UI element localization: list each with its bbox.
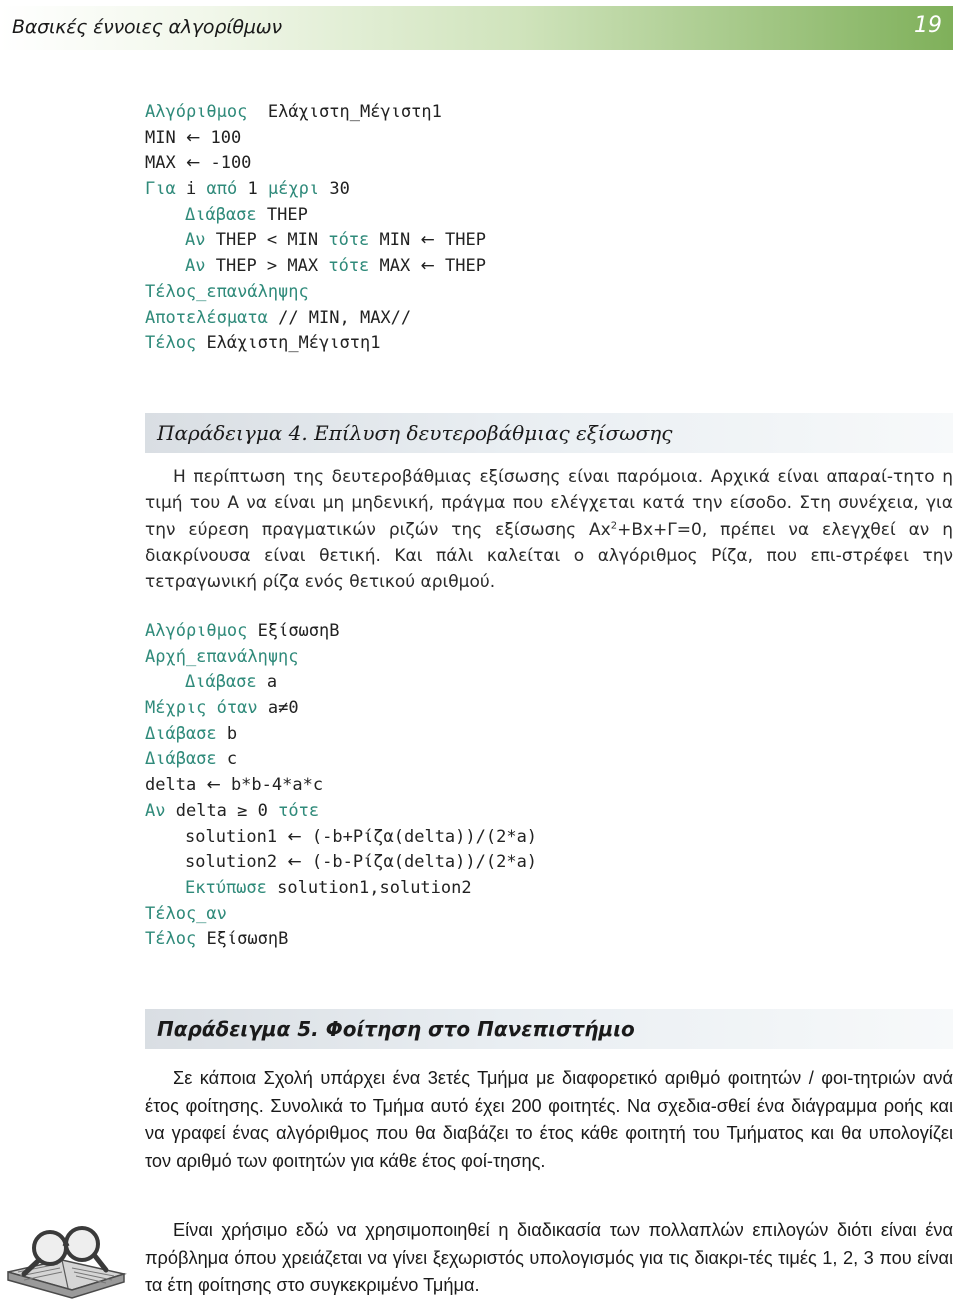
page-number: 19 [914, 13, 942, 38]
code-line: Διάβασε b [145, 723, 238, 744]
example-label: Παράδειγμα [157, 421, 283, 445]
code-line: Τέλος ΕξίσωσηΒ [145, 929, 289, 950]
code-line: Αλγόριθμος Ελάχιστη_Μέγιστη1 [145, 102, 442, 122]
code-line: Διάβασε THEP [185, 204, 308, 225]
code-line: Εκτύπωσε solution1,solution2 [185, 877, 472, 898]
example-label: Παράδειγμα [157, 1017, 291, 1041]
example-title: Επίλυση δευτεροβάθμιας εξίσωσης [314, 421, 673, 445]
example-4-heading [145, 413, 953, 453]
code-line: Διάβασε c [145, 749, 238, 770]
code-line: delta ← b*b-4*a*c [145, 775, 324, 796]
assign-arrow-icon: ← [185, 127, 201, 148]
example-5-heading [145, 1009, 953, 1049]
code-line: Για i από 1 μέχρι 30 [145, 179, 350, 200]
algorithm-equation-b [145, 619, 537, 953]
assign-arrow-icon: ← [185, 153, 201, 174]
assign-arrow-icon: ← [420, 256, 435, 277]
example-title: Φοίτηση στο Πανεπιστήμιο [325, 1017, 635, 1041]
code-line: Αν THEP > MAX τότε MAX ← THEP [185, 256, 486, 277]
code-line: Αν THEP < MIN τότε MIN ← THEP [185, 230, 486, 251]
book-magnifier-icon [2, 1210, 130, 1305]
code-line: Αλγόριθμος ΕξίσωσηΒ [145, 621, 340, 641]
code-line: MAX ← -100 [145, 153, 252, 174]
example-4-paragraph: Η περίπτωση της δευτεροβάθμιας εξίσωσης είναι παρόμοια. Αρχικά είναι απαραί-τητο η τιμή του Α να είναι μη μηδενική, πράγμα που ελέγχεται κατά την είσοδο. Στη συνέχεια, για την εύρεση πραγματικών ριζών της εξίσωσης $Ax^2+Bx+\Gamma=0$, πρέπει να ελεγχθεί αν η διακρίνουσα είναι θετική. Και πάλι καλείται ο αλγόριθμος Ρίζα, που επι-στρέφει την τετραγωνική ρίζα ενός θετικού αριθμού. [145, 467, 953, 593]
code-line: solution1 ← (-b+Ρίζα(delta))/(2*a) [185, 826, 538, 847]
code-line: MIN ← 100 [145, 127, 242, 148]
chapter-title: Βασικές έννοιες αλγορίθμων [12, 16, 282, 38]
algorithm-min-max [145, 100, 486, 357]
code-line: Αποτελέσματα // MIN, MAX// [145, 307, 412, 328]
code-line: Μέχρις όταν a≠0 [145, 698, 299, 719]
code-line: Αρχή_επανάληψης [145, 646, 299, 667]
example-number: 5. [297, 1017, 319, 1041]
assign-arrow-icon: ← [287, 826, 302, 847]
code-line: solution2 ← (-b-Ρίζα(delta))/(2*a) [185, 852, 538, 873]
code-line: Τέλος_επανάληψης [145, 281, 309, 302]
code-line: Διάβασε a [185, 672, 278, 693]
assign-arrow-icon: ← [420, 230, 435, 251]
assign-arrow-icon: ← [206, 775, 221, 796]
code-line: Τέλος Ελάχιστη_Μέγιστη1 [145, 333, 381, 354]
assign-arrow-icon: ← [287, 852, 302, 873]
code-line: Αν delta ≥ 0 τότε [145, 800, 320, 821]
example-5-paragraph-1: Σε κάποια Σχολή υπάρχει ένα 3ετές Τμήμα με διαφορετικό αριθμό φοιτητών / φοι-τητριών ανά έτος φοίτησης. Συνολικά το Τμήμα αυτό έχει 200 φοιτητές. Να σχεδια-σθεί ένα διάγραμμα ροής και να γραφεί ένας αλγόριθμος που θα διαβάζει το έτος κάθε φοιτητή του Τμήματος και θα υπολογίζει τον αριθμό των φοιτητών για κάθε έτος φοί-τησης. [145, 1068, 953, 1172]
example-number: 4. [288, 421, 308, 445]
example-5-paragraph-2: Είναι χρήσιμο εδώ να χρησιμοποιηθεί η διαδικασία των πολλαπλών επιλογών διότι είναι ένα πρόβλημα όπου χρειάζεται να γίνει ξεχωριστός υπολογισμός για τις διακρι-τές τιμές 1, 2, 3 που είναι τα έτη φοίτησης στο συγκεκριμένο Τμήμα. [145, 1220, 953, 1296]
code-line: Τέλος_αν [145, 903, 227, 924]
